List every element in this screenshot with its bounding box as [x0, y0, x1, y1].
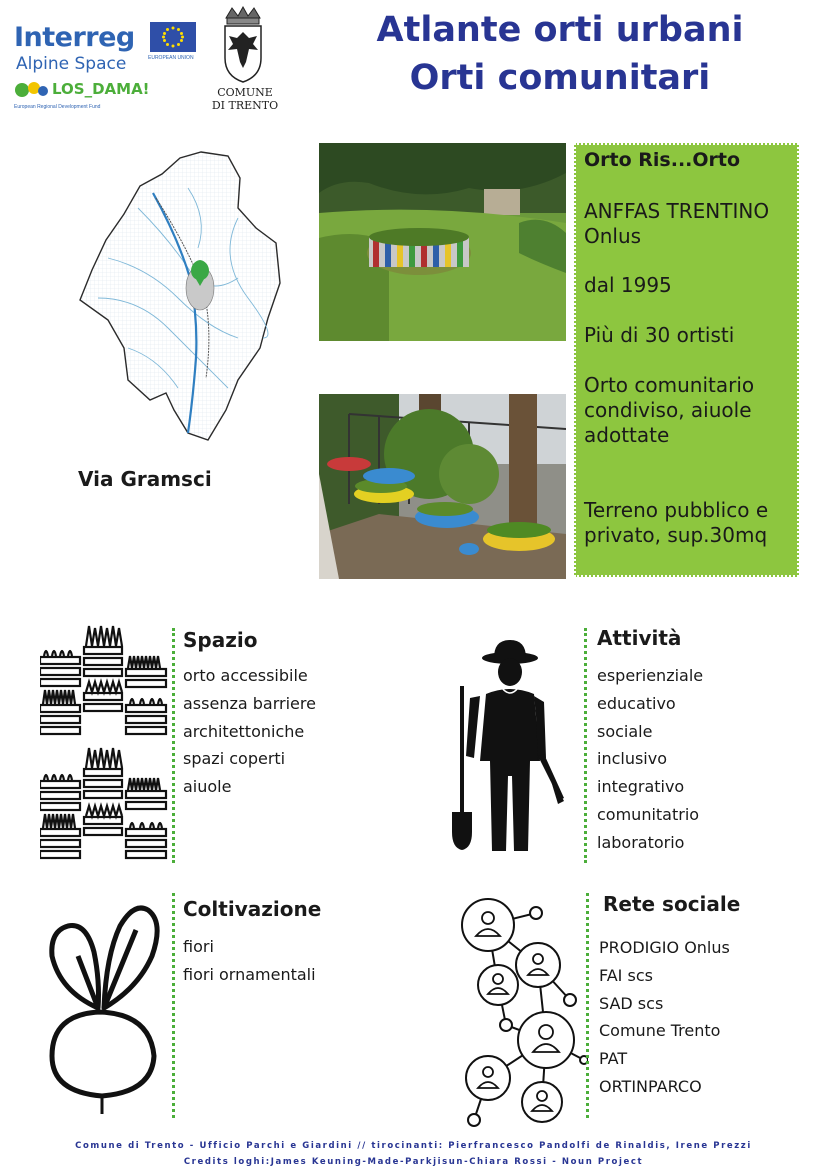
trento-map [78, 148, 283, 448]
coltivazione-list [183, 933, 316, 989]
list-item: fiori [183, 937, 214, 956]
interreg-logo: Interreg [14, 22, 135, 53]
garden-members: Più di 30 ortisti [584, 323, 735, 347]
garden-name: Orto Ris...Orto [584, 149, 741, 171]
rete-sociale-title: Rete sociale [603, 892, 741, 916]
section-divider [172, 893, 175, 1118]
raised-beds-icon [40, 625, 168, 860]
list-item: laboratorio [597, 832, 685, 852]
list-item: ORTINPARCO [599, 1076, 702, 1096]
coltivazione-title: Coltivazione [183, 897, 322, 921]
spazio-list [183, 662, 316, 801]
garden-land: Terreno pubblico e privato, sup.30mq [584, 498, 769, 547]
section-divider [586, 893, 589, 1118]
losdama-logo-text: LOS_DAMA! [52, 80, 150, 98]
section-divider [172, 628, 175, 863]
list-item: PRODIGIO Onlus [599, 938, 730, 957]
losdama-logo-icon [14, 78, 50, 102]
list-item: sociale [597, 721, 653, 741]
social-network-icon [458, 880, 588, 1130]
garden-since: dal 1995 [584, 273, 672, 297]
garden-photo-painted-tyres [319, 394, 566, 579]
eu-label: EUROPEAN UNION [148, 55, 194, 61]
erdf-label: European Regional Development Fund [14, 104, 101, 110]
list-item: fiori ornamentali [183, 964, 316, 984]
rete-sociale-list [599, 934, 730, 1101]
list-item: orto accessibile [183, 666, 308, 685]
gardener-icon [448, 636, 570, 854]
footer-icon-credits: Credits loghi:James Keuning-Made-Parkjisun-Chiara Rossi - Noun Project [183, 1157, 644, 1167]
location-label: Via Gramsci [78, 467, 212, 491]
list-item: spazi coperti [183, 749, 286, 769]
attivita-list [597, 662, 703, 857]
list-item: educativo [597, 693, 676, 713]
alpine-space-logo-text: Alpine Space [16, 54, 127, 74]
list-item: assenza barriere [183, 693, 316, 713]
spazio-title: Spazio [183, 628, 258, 652]
list-item: PAT [599, 1049, 628, 1069]
attivita-title: Attività [597, 626, 682, 650]
trento-coat-of-arms-icon [218, 6, 268, 84]
list-item: inclusivo [597, 749, 668, 769]
list-item: FAI scs [599, 965, 653, 985]
list-item: Comune Trento [599, 1021, 721, 1041]
beetroot-icon [40, 896, 165, 1116]
comune-label-line1: COMUNE [217, 86, 273, 99]
list-item: comunitatrio [597, 804, 700, 824]
section-divider [584, 628, 587, 863]
page-subtitle: Orti comunitari [409, 58, 711, 98]
list-item: aiuole [183, 777, 232, 797]
footer-credits: Comune di Trento - Ufficio Parchi e Giardini // tirocinanti: Pierfrancesco Pandolfi de Rinaldis, Irene Prezzi [75, 1141, 752, 1151]
garden-type: Orto comunitario condiviso, aiuole adottate [584, 373, 755, 447]
comune-label-line2: DI TRENTO [211, 99, 279, 112]
garden-info-box [574, 143, 799, 577]
list-item: architettoniche [183, 721, 305, 741]
list-item: esperienziale [597, 666, 704, 685]
eu-flag-icon [150, 22, 196, 52]
list-item: SAD scs [599, 993, 664, 1013]
garden-organization: ANFFAS TRENTINO Onlus [584, 199, 770, 248]
page-title: Atlante orti urbani [376, 10, 744, 50]
garden-photo-raised-bed [319, 143, 566, 341]
list-item: integrativo [597, 777, 685, 797]
